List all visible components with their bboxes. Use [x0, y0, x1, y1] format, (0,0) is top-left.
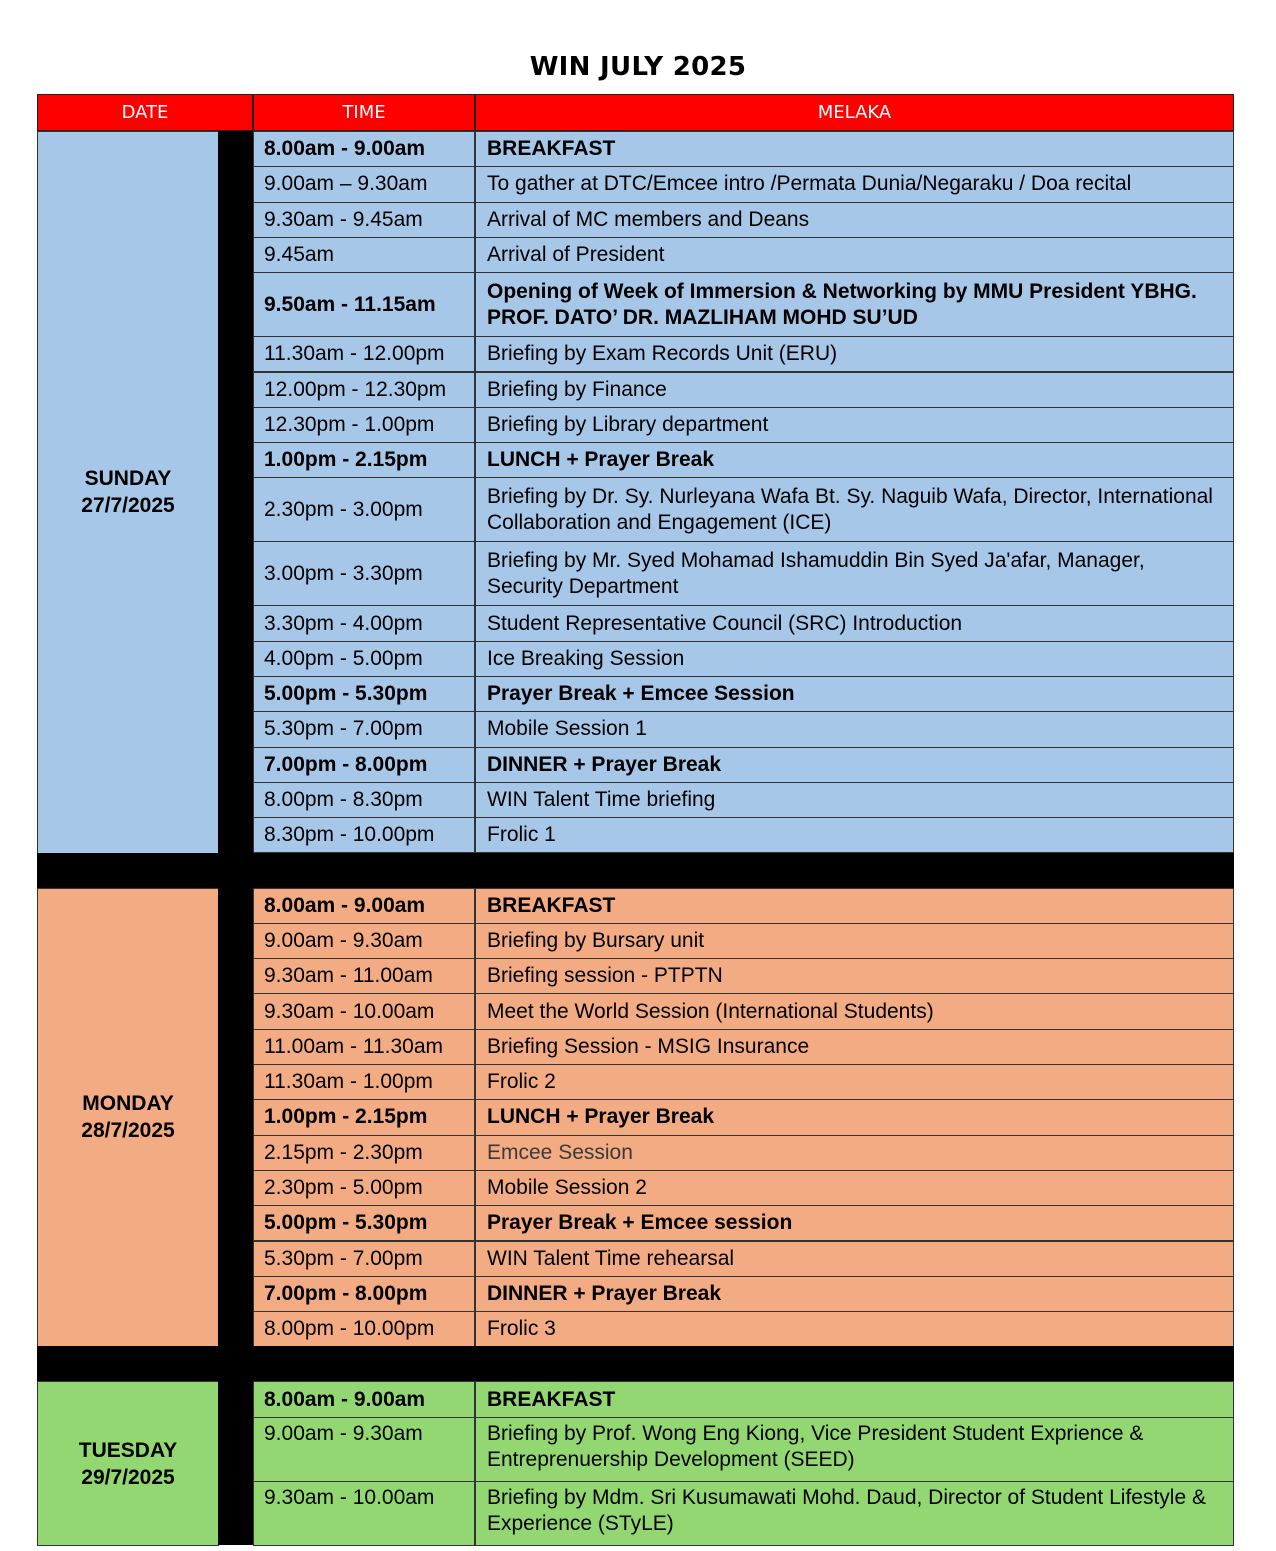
- header-date: DATE: [37, 94, 253, 131]
- time-cell: 5.30pm - 7.00pm: [253, 711, 475, 747]
- activity-cell: LUNCH + Prayer Break: [475, 442, 1234, 478]
- activity-cell: BREAKFAST: [475, 131, 1234, 167]
- activity-cell: Briefing by Finance: [475, 372, 1234, 408]
- time-cell: 12.30pm - 1.00pm: [253, 407, 475, 443]
- activity-cell: Briefing by Dr. Sy. Nurleyana Wafa Bt. Sy. Naguib Wafa, Director, International Collaboration and Engagement (ICE): [475, 477, 1234, 542]
- activity-cell: BREAKFAST: [475, 1381, 1234, 1417]
- day-name: MONDAY: [82, 1092, 174, 1116]
- activity-cell: Briefing session - PTPTN: [475, 958, 1234, 994]
- time-cell: 8.00am - 9.00am: [253, 888, 475, 924]
- time-cell: 9.30am - 10.00am: [253, 993, 475, 1029]
- activity-cell: To gather at DTC/Emcee intro /Permata Dunia/Negaraku / Doa recital: [475, 166, 1234, 202]
- activity-cell: Mobile Session 1: [475, 711, 1234, 747]
- activity-cell: Briefing Session - MSIG Insurance: [475, 1029, 1234, 1065]
- header-time: TIME: [253, 94, 475, 131]
- time-cell: 8.00pm - 10.00pm: [253, 1311, 475, 1347]
- time-cell: 5.00pm - 5.30pm: [253, 1205, 475, 1241]
- time-cell: 4.00pm - 5.00pm: [253, 641, 475, 677]
- time-cell: 1.00pm - 2.15pm: [253, 442, 475, 478]
- activity-cell: Frolic 3: [475, 1311, 1234, 1347]
- time-cell: 11.30am - 1.00pm: [253, 1064, 475, 1100]
- time-cell: 8.30pm - 10.00pm: [253, 817, 475, 853]
- day-cell: [37, 1381, 219, 1545]
- time-cell: 2.15pm - 2.30pm: [253, 1135, 475, 1171]
- time-cell: 8.00am - 9.00am: [253, 1381, 475, 1417]
- time-cell: 9.00am - 9.30am: [253, 1417, 475, 1482]
- activity-cell: Prayer Break + Emcee session: [475, 1205, 1234, 1241]
- activity-cell: Meet the World Session (International Students): [475, 993, 1234, 1029]
- day-date: 27/7/2025: [81, 494, 175, 518]
- day-cell: [37, 131, 219, 854]
- time-cell: 7.00pm - 8.00pm: [253, 1276, 475, 1312]
- time-cell: 8.00pm - 8.30pm: [253, 782, 475, 818]
- page-title: WIN JULY 2025: [529, 52, 747, 82]
- activity-cell: Briefing by Mdm. Sri Kusumawati Mohd. Daud, Director of Student Lifestyle & Experience (STyLE): [475, 1481, 1234, 1546]
- time-cell: 7.00pm - 8.00pm: [253, 747, 475, 783]
- activity-cell: BREAKFAST: [475, 888, 1234, 924]
- time-cell: 5.00pm - 5.30pm: [253, 676, 475, 712]
- day-date: 28/7/2025: [81, 1119, 175, 1143]
- time-cell: 12.00pm - 12.30pm: [253, 372, 475, 408]
- activity-cell: Briefing by Prof. Wong Eng Kiong, Vice President Student Exprience & Entreprenuership Development (SEED): [475, 1417, 1234, 1482]
- left-black-bar: [218, 131, 253, 1545]
- time-cell: 9.50am - 11.15am: [253, 272, 475, 337]
- activity-cell: Student Representative Council (SRC) Introduction: [475, 605, 1234, 641]
- time-cell: 2.30pm - 3.00pm: [253, 477, 475, 542]
- activity-cell: Ice Breaking Session: [475, 641, 1234, 677]
- activity-cell: Mobile Session 2: [475, 1170, 1234, 1206]
- time-cell: 8.00am - 9.00am: [253, 131, 475, 167]
- time-cell: 9.30am - 9.45am: [253, 202, 475, 238]
- activity-cell: Arrival of President: [475, 237, 1234, 273]
- time-cell: 9.00am - 9.30am: [253, 923, 475, 959]
- activity-cell: Emcee Session: [475, 1135, 1234, 1171]
- activity-cell: LUNCH + Prayer Break: [475, 1099, 1234, 1135]
- activity-cell: Briefing by Library department: [475, 407, 1234, 443]
- activity-cell: Arrival of MC members and Deans: [475, 202, 1234, 238]
- activity-cell: WIN Talent Time rehearsal: [475, 1241, 1234, 1277]
- time-cell: 9.30am - 10.00am: [253, 1481, 475, 1546]
- activity-cell: WIN Talent Time briefing: [475, 782, 1234, 818]
- time-cell: 11.30am - 12.00pm: [253, 336, 475, 372]
- activity-cell: Frolic 1: [475, 817, 1234, 853]
- time-cell: 11.00am - 11.30am: [253, 1029, 475, 1065]
- day-name: TUESDAY: [78, 1438, 178, 1462]
- day-separator: [37, 853, 1234, 888]
- activity-cell: Briefing by Exam Records Unit (ERU): [475, 336, 1234, 372]
- time-cell: 1.00pm - 2.15pm: [253, 1099, 475, 1135]
- time-cell: 3.00pm - 3.30pm: [253, 541, 475, 606]
- time-cell: 5.30pm - 7.00pm: [253, 1241, 475, 1277]
- time-cell: 9.00am – 9.30am: [253, 166, 475, 202]
- day-date: 29/7/2025: [81, 1465, 175, 1489]
- day-name: SUNDAY: [84, 467, 172, 491]
- header-location: MELAKA: [475, 94, 1234, 131]
- activity-cell: Briefing by Mr. Syed Mohamad Ishamuddin Bin Syed Ja'afar, Manager, Security Department: [475, 541, 1234, 606]
- activity-cell: DINNER + Prayer Break: [475, 1276, 1234, 1312]
- activity-cell: Prayer Break + Emcee Session: [475, 676, 1234, 712]
- time-cell: 2.30pm - 5.00pm: [253, 1170, 475, 1206]
- activity-cell: Frolic 2: [475, 1064, 1234, 1100]
- time-cell: 9.45am: [253, 237, 475, 273]
- time-cell: 9.30am - 11.00am: [253, 958, 475, 994]
- day-separator: [37, 1346, 1234, 1381]
- time-cell: 3.30pm - 4.00pm: [253, 605, 475, 641]
- activity-cell: Opening of Week of Immersion & Networking by MMU President YBHG. PROF. DATO’ DR. MAZLIHAM MOHD SU’UD: [475, 272, 1234, 337]
- day-cell: [37, 888, 219, 1348]
- activity-cell: DINNER + Prayer Break: [475, 747, 1234, 783]
- activity-cell: Briefing by Bursary unit: [475, 923, 1234, 959]
